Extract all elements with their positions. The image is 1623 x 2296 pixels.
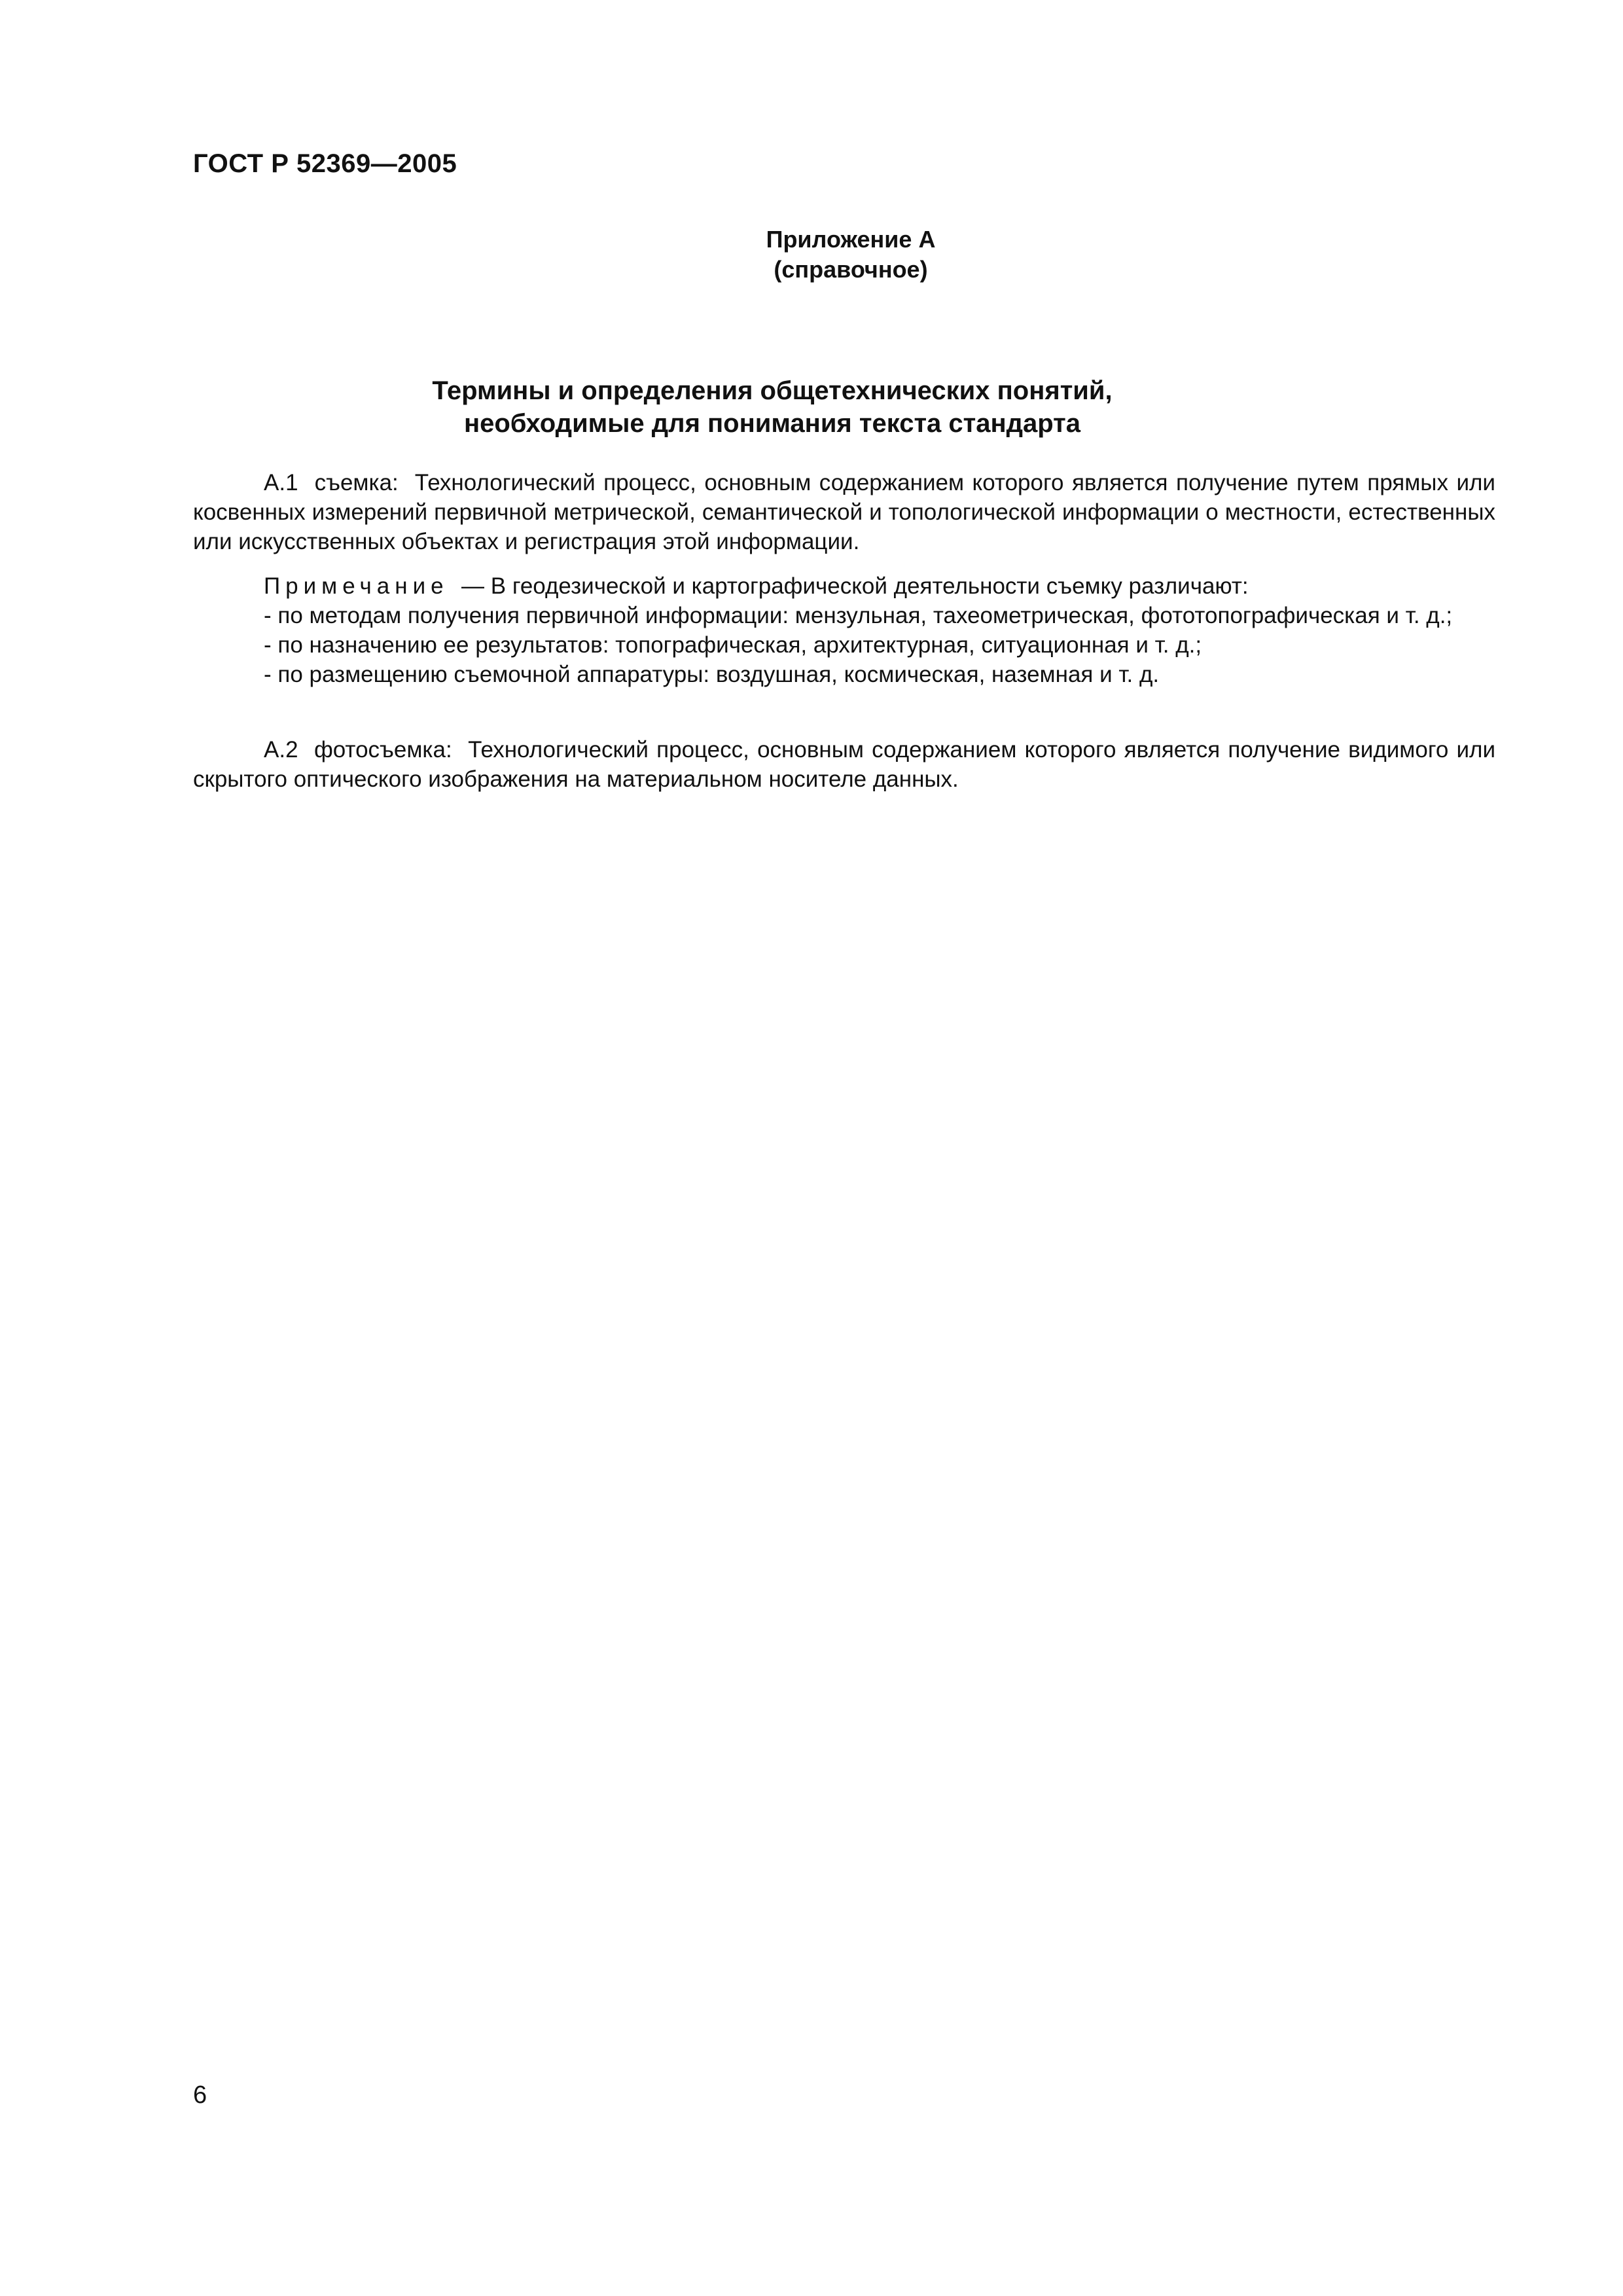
note-item: - по назначению ее результатов: топографическая, архитектурная, ситуационная и т. д.; [264, 632, 1202, 658]
page-number: 6 [193, 2081, 207, 2109]
term-name: фотосъемка: [313, 737, 452, 762]
document-code: ГОСТ Р 52369—2005 [193, 149, 457, 178]
note-item: - по размещению съемочной аппаратуры: воздушная, космическая, наземная и т. д. [264, 662, 1160, 687]
term-number: А.2 [264, 737, 298, 762]
term-entry [193, 468, 1495, 556]
note-label: Примечание [264, 573, 449, 599]
appendix-kind: (справочное) [774, 256, 928, 283]
note-block [193, 571, 1495, 689]
section-title-line-2: необходимые для понимания текста стандарта [463, 409, 1081, 438]
note-item: - по методам получения первичной информации: мензульная, тахеометрическая, фототопографическая и т. д.; [264, 603, 1453, 628]
term-definition: Технологический процесс, основным содержанием которого является получение видимого или скрытого оптического изображения на материальном носителе данных. [193, 737, 1496, 792]
note-intro: — В геодезической и картографической деятельности съемку различают: [461, 573, 1249, 599]
appendix-title: Приложение А [766, 226, 936, 253]
section-title-line-1: Термины и определения общетехнических понятий, [432, 376, 1113, 405]
term-name: съемка: [314, 470, 399, 495]
term-definition: Технологический процесс, основным содержанием которого является получение путем прямых или косвенных измерений первичной метрической, семантической и топологической информации о местности, естественных или искусственных объектах и регистрация этой информации. [193, 470, 1495, 554]
term-number: А.1 [264, 470, 298, 495]
term-entry [193, 735, 1495, 794]
